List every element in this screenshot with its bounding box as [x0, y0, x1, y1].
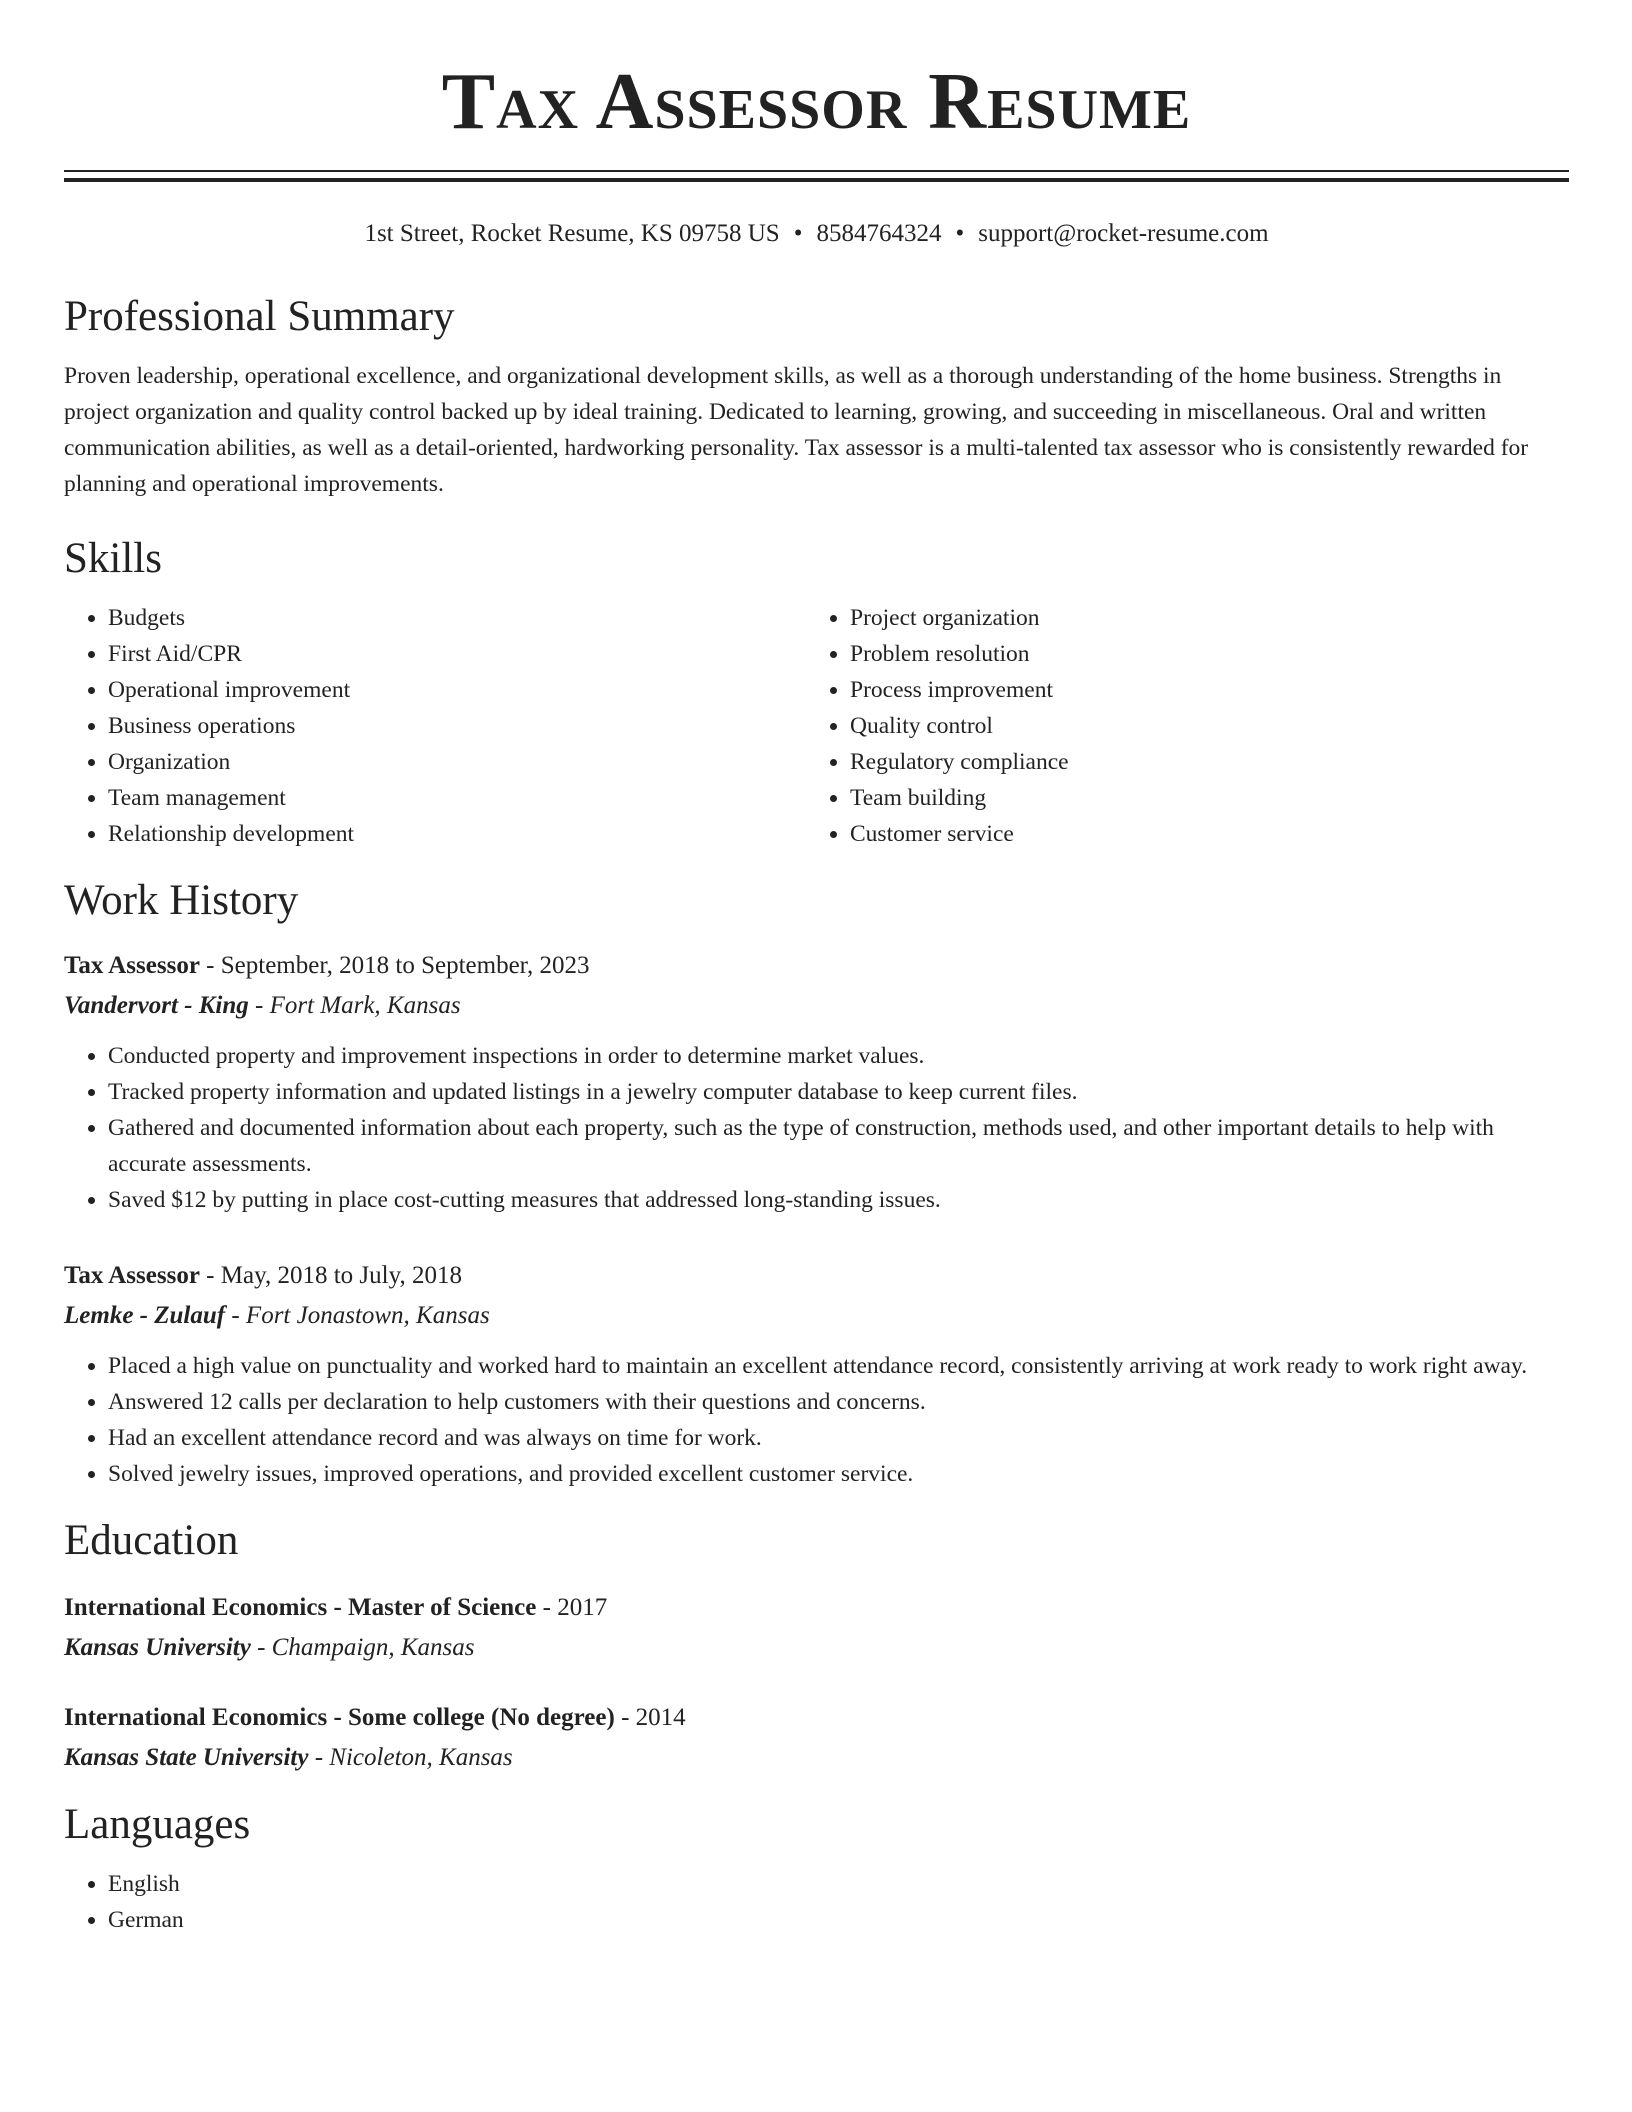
skill-item: • Process improvement — [850, 672, 1548, 708]
skill-item: • Organization — [108, 744, 806, 780]
company-name: Vandervort - King — [64, 992, 249, 1019]
education-heading: Education — [64, 1517, 239, 1564]
contact-separator: • — [793, 220, 803, 247]
degree-name: International Economics - Some college (No degree) — [64, 1704, 615, 1731]
skills-list-left — [64, 600, 806, 852]
degree-year: - 2017 — [536, 1594, 608, 1621]
job-bullet: • Answered 12 calls per declaration to help customers with their questions and concerns. — [108, 1384, 1569, 1420]
job-dates: - September, 2018 to September, 2023 — [199, 952, 590, 979]
school-name: Kansas University — [64, 1634, 251, 1661]
language-item: • German — [108, 1902, 1569, 1938]
job-bullets — [64, 1038, 1569, 1218]
contact-line — [64, 218, 1569, 250]
job-bullets — [64, 1348, 1569, 1492]
job-bullet: • Conducted property and improvement inspections in order to determine market values. — [108, 1038, 1569, 1074]
school-name: Kansas State University — [64, 1744, 309, 1771]
education-entry — [64, 1588, 1569, 1668]
resume-page — [64, 0, 1569, 1938]
job-bullet: • Gathered and documented information about each property, such as the type of construction, methods used, and other important details to help with accurate assessments. — [108, 1110, 1569, 1182]
skills-grid — [64, 600, 1569, 852]
skills-column-right — [806, 600, 1548, 852]
job-title-line — [64, 946, 1569, 986]
skill-item: • Business operations — [108, 708, 806, 744]
job-bullet: • Tracked property information and updated listings in a jewelry computer database to keep current files. — [108, 1074, 1569, 1110]
job-title: Tax Assessor — [64, 952, 200, 979]
degree-line — [64, 1588, 1569, 1628]
degree-line — [64, 1698, 1569, 1738]
job-entry — [64, 946, 1569, 1218]
job-bullet: • Solved jewelry issues, improved operations, and provided excellent customer service. — [108, 1456, 1569, 1492]
skill-item: • Team building — [850, 780, 1548, 816]
summary-text: Proven leadership, operational excellence, and organizational development skills, as well as a thorough understanding of the home business. Strengths in project organization and quality control backed up by ideal training. Dedicated to learning, growing, and succeeding in miscellaneous. Oral and written communication abilities, as well as a detail-oriented, hardworking personality. Tax assessor is a multi-talented tax assessor who is consistently rewarded for planning and operational improvements. — [64, 363, 1529, 497]
skill-item: • Project organization — [850, 600, 1548, 636]
school-location: - Champaign, Kansas — [250, 1634, 475, 1661]
degree-name: International Economics - Master of Science — [64, 1594, 537, 1621]
skills-list-right — [806, 600, 1548, 852]
skills-heading: Skills — [64, 535, 162, 582]
job-bullet: • Placed a high value on punctuality and worked hard to maintain an excellent attendance record, consistently arriving at work ready to work right away. — [108, 1348, 1569, 1384]
job-bullet: • Saved $12 by putting in place cost-cutting measures that addressed long-standing issues. — [108, 1182, 1569, 1218]
contact-address: 1st Street, Rocket Resume, KS 09758 US — [364, 220, 780, 247]
company-line — [64, 986, 1569, 1026]
job-entry — [64, 1256, 1569, 1492]
education-entry — [64, 1698, 1569, 1778]
school-line — [64, 1628, 1569, 1668]
language-item: • English — [108, 1866, 1569, 1902]
contact-separator: • — [955, 220, 965, 247]
job-title-line — [64, 1256, 1569, 1296]
skill-item: • Quality control — [850, 708, 1548, 744]
skills-column-left — [64, 600, 806, 852]
work-history-heading: Work History — [64, 877, 299, 924]
job-title: Tax Assessor — [64, 1262, 200, 1289]
contact-phone: 8584764324 — [816, 220, 942, 247]
company-line — [64, 1296, 1569, 1336]
school-line — [64, 1738, 1569, 1778]
skill-item: • Relationship development — [108, 816, 806, 852]
title-divider-thick — [64, 178, 1569, 182]
skill-item: • Regulatory compliance — [850, 744, 1548, 780]
skill-item: • Customer service — [850, 816, 1548, 852]
skill-item: • First Aid/CPR — [108, 636, 806, 672]
languages-heading: Languages — [64, 1801, 251, 1848]
summary-heading: Professional Summary — [64, 293, 455, 340]
title-divider-thin — [64, 170, 1569, 172]
skill-item: • Problem resolution — [850, 636, 1548, 672]
languages-list — [64, 1866, 1569, 1938]
degree-year: - 2014 — [614, 1704, 686, 1731]
company-location: - Fort Mark, Kansas — [248, 992, 461, 1019]
skill-item: • Budgets — [108, 600, 806, 636]
skill-item: • Operational improvement — [108, 672, 806, 708]
school-location: - Nicoleton, Kansas — [308, 1744, 513, 1771]
contact-email: support@rocket-resume.com — [978, 220, 1269, 247]
company-name: Lemke - Zulauf — [64, 1302, 226, 1329]
company-location: - Fort Jonastown, Kansas — [225, 1302, 490, 1329]
resume-title: Tax Assessor Resume — [441, 58, 1192, 146]
job-bullet: • Had an excellent attendance record and was always on time for work. — [108, 1420, 1569, 1456]
skill-item: • Team management — [108, 780, 806, 816]
job-dates: - May, 2018 to July, 2018 — [199, 1262, 462, 1289]
